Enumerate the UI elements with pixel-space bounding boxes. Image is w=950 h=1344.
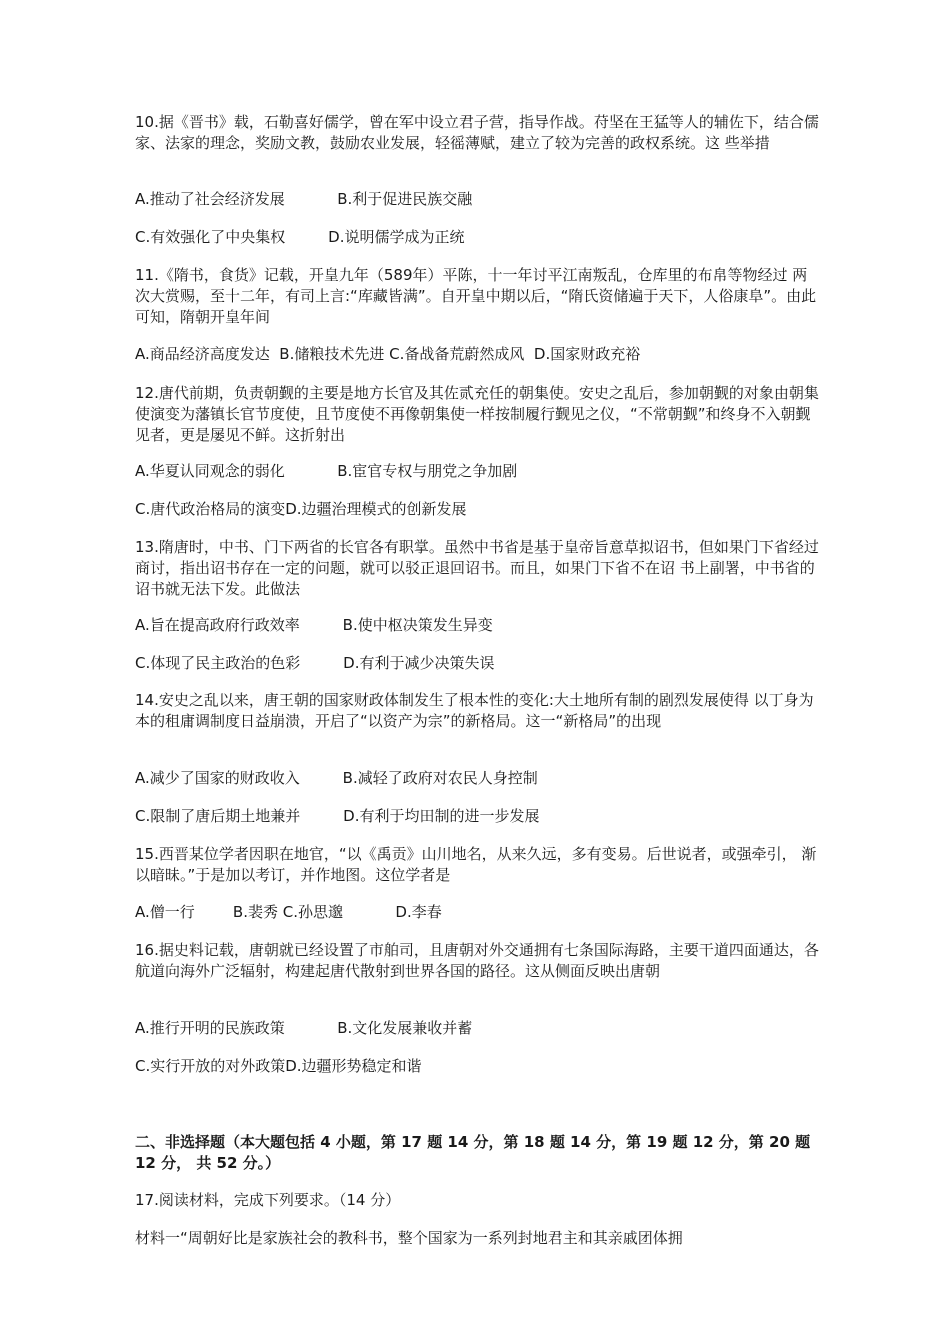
- question-13-options-line-1: A.旨在提高政府行政效率 B.使中枢决策发生异变: [135, 616, 493, 634]
- question-11-options-line-1: A.商品经济高度发达 B.储粮技术先进 C.备战备荒蔚然成风 D.国家财政充裕: [135, 345, 641, 363]
- question-13-options-line-2: C.体现了民主政治的色彩 D.有利于减少决策失误: [135, 654, 495, 672]
- question-13-stem: 13.隋唐时，中书、门下两省的长官各有职掌。虽然中书省是基于皇帝旨意草拟诏书，但如果门下省经过商讨，指出诏书存在一定的问题，就可以驳正退回诏书。而且，如果门下省不在诏 书上副署，中书省的诏书就无法下发。此做法: [135, 538, 819, 598]
- question-15-options-line-1: A.僧一行 B.裴秀 C.孙思邈 D.李春: [135, 903, 442, 921]
- question-12-options-line-2: C.唐代政治格局的演变D.边疆治理模式的创新发展: [135, 500, 467, 518]
- material-1-text: 材料一“周朝好比是家族社会的教科书，整个国家为一系列封地君主和其亲戚团体拥: [135, 1229, 683, 1247]
- question-12-options-line-1: A.华夏认同观念的弱化 B.宦官专权与朋党之争加剧: [135, 462, 518, 480]
- question-10-options-line-1: A.推动了社会经济发展 B.利于促进民族交融: [135, 190, 473, 208]
- question-14-options-line-1: A.减少了国家的财政收入 B.减轻了政府对农民人身控制: [135, 769, 538, 787]
- question-14-stem: 14.安史之乱以来，唐王朝的国家财政体制发生了根本性的变化:大土地所有制的剧烈发展使得 以丁身为本的租庸调制度日益崩溃，开启了“以资产为宗”的新格局。这一“新格局”的出现: [135, 691, 814, 730]
- question-10-stem: 10.据《晋书》载，石勒喜好儒学，曾在军中设立君子营，指导作战。苻坚在王猛等人的辅佐下，结合儒家、法家的理念，奖励文教，鼓励农业发展，轻徭薄赋，建立了较为完善的政权系统。这 些举措: [135, 113, 819, 152]
- question-10-options-line-2: C.有效强化了中央集权 D.说明儒学成为正统: [135, 228, 465, 246]
- question-15-stem: 15.西晋某位学者因职在地官，“以《禹贡》山川地名，从来久远，多有变易。后世说者，或强牵引， 渐以暗昧。”于是加以考订，并作地图。这位学者是: [135, 845, 817, 884]
- question-11-stem: 11.《隋书，食货》记载，开皇九年（589年）平陈，十一年讨平江南叛乱，仓库里的布帛等物经过 两次大赏赐，至十二年，有司上言:“库藏皆满”。自开皇中期以后，“隋氏资储遍于天下，人俗康阜”。由此可知，隋朝开皇年间: [135, 266, 817, 326]
- section-2-heading: 二、非选择题（本大题包括 4 小题，第 17 题 14 分，第 18 题 14 分，第 19 题 12 分，第 20 题 12 分， 共 52 分。）: [135, 1133, 811, 1172]
- question-16-stem: 16.据史料记载，唐朝就已经设置了市舶司，且唐朝对外交通拥有七条国际海路，主要干道四面通达，各航道向海外广泛辐射，构建起唐代散射到世界各国的路径。这从侧面反映出唐朝: [135, 941, 819, 980]
- question-16-options-line-1: A.推行开明的民族政策 B.文化发展兼收并蓄: [135, 1019, 473, 1037]
- question-12-stem: 12.唐代前期，负责朝觐的主要是地方长官及其佐贰充任的朝集使。安史之乱后，参加朝觐的对象由朝集使演变为藩镇长官节度使，且节度使不再像朝集使一样按制履行觐见之仪，“不常朝觐”和终身不入朝觐见者，更是屡见不鲜。这折射出: [135, 384, 819, 444]
- question-17-prompt: 17.阅读材料，完成下列要求。（14 分）: [135, 1191, 401, 1209]
- question-14-options-line-2: C.限制了唐后期土地兼并 D.有利于均田制的进一步发展: [135, 807, 540, 825]
- question-16-options-line-2: C.实行开放的对外政策D.边疆形势稳定和谐: [135, 1057, 422, 1075]
